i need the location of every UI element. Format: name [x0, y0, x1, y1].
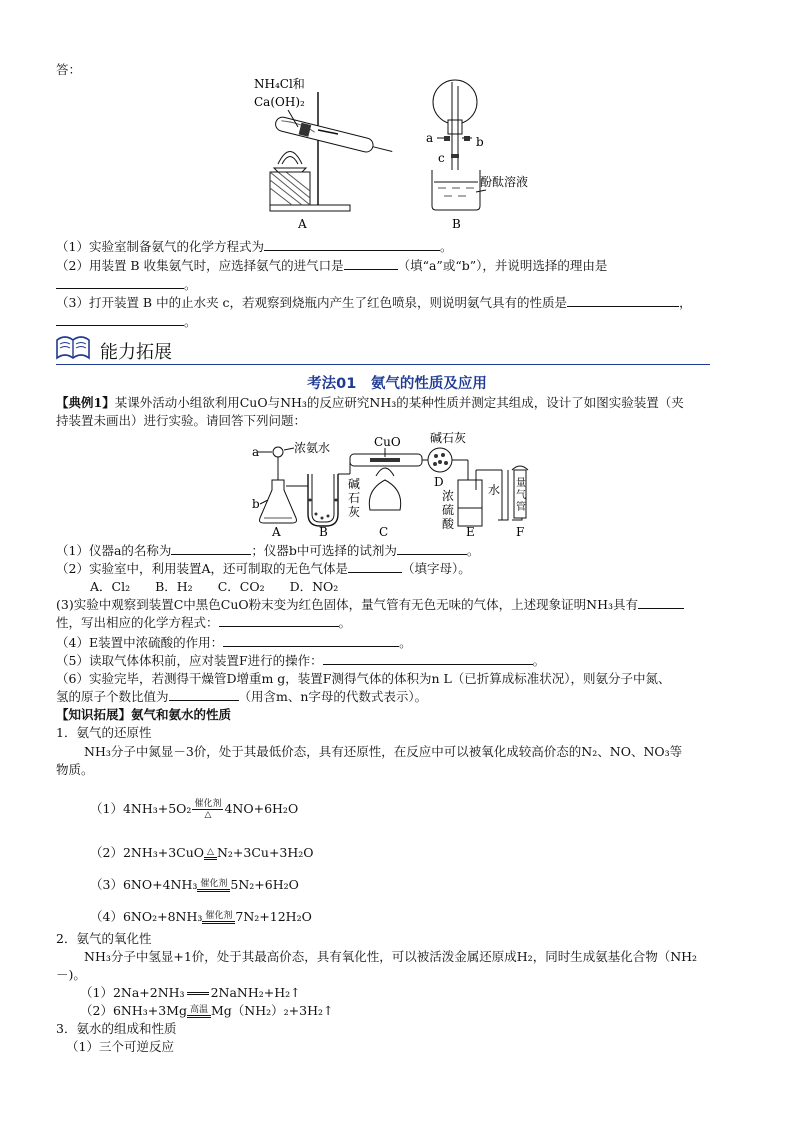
fig2-conc3: 酸 [442, 517, 455, 531]
answer-blank[interactable] [56, 276, 184, 289]
fig2-label-e: E [466, 525, 475, 539]
knowledge-h3-1: （1）三个可逆反应 [66, 1039, 174, 1054]
fig1-clip-a: a [426, 131, 434, 145]
p2-q3b-line: 性，写出相应的化学方程式： 。 [56, 615, 352, 630]
figure-apparatus-ab [240, 72, 529, 231]
fig2-water: 水 [488, 483, 501, 497]
fig2-soda-b2: 石 [348, 491, 361, 505]
knowledge-h2: 2．氨气的氧化性 [56, 931, 152, 946]
fig2-conc-ammonia: 浓氨水 [294, 441, 331, 455]
fig2-conc1: 浓 [442, 489, 455, 503]
knowledge-h1: 1．氨气的还原性 [56, 725, 152, 740]
answer-blank[interactable] [264, 238, 440, 251]
reaction-4: （4）6NO₂+8NH₃ 催化剂 7N₂+12H₂O [90, 909, 312, 924]
answer-blank[interactable] [171, 542, 251, 555]
section-divider [56, 364, 710, 365]
fig1-clip-c: c [438, 151, 445, 165]
p2-q4-line: （4）E装置中浓硫酸的作用： 。 [56, 635, 412, 650]
p2-q3-line: (3)实验中观察到装置C中黑色CuO粉末变为红色固体，量气管有无色无味的气体，上述现象证明NH₃具有 [56, 596, 684, 613]
fig2-label-f: F [516, 525, 525, 539]
fig1-solution: 酚酞溶液 [480, 175, 529, 189]
answer-blank[interactable] [223, 634, 399, 647]
q2-line: （2）用装置 B 收集氨气时，应选择氨气的进气口是 （填“a”或“b”），并说明选择的理由是 [56, 258, 608, 273]
knowledge-h3: 3．氨水的组成和性质 [56, 1021, 177, 1036]
fig2-soda-d: 碱石灰 [430, 431, 467, 445]
reaction-5: （1）2Na+2NH₃ 2NaNH₂+H₂↑ [80, 985, 301, 1000]
answer-blank[interactable] [344, 257, 398, 270]
fig2-tube2: 气 [516, 490, 526, 501]
reaction-2: （2）2NH₃+3CuO △ N₂+3Cu+3H₂O [90, 845, 314, 860]
fig2-conc2: 硫 [442, 503, 455, 517]
q2-line-cont: 。 [56, 276, 197, 293]
fig1-label-b: B [452, 217, 461, 231]
fig1-label-a: A [298, 217, 307, 231]
p2-q6-line: （6）实验完毕，若测得干燥管D增重m g，装置F测得气体的体积为n L（已折算成标准状况），则氨分子中氮、 [56, 671, 671, 686]
fig2-soda-b3: 灰 [348, 505, 361, 519]
example-intro-line1: 【典例1】某课外活动小组欲利用CuO与NH₃的反应研究NH₃的某种性质并测定其组成，设计了如图实验装置（夹 [56, 395, 684, 410]
knowledge-tag: 【知识拓展】氨气和氨水的性质 [56, 707, 232, 722]
fig2-label-a: A [272, 525, 281, 539]
example-intro-line2: 持装置未画出）进行实验。请回答下列问题： [56, 413, 307, 428]
q3-line: （3）打开装置 B 中的止水夹 c，若观察到烧瓶内产生了红色喷泉，则说明氨气具有的性质是 ， [56, 295, 692, 310]
answer-blank[interactable] [567, 294, 679, 307]
method-title: 考法01 氨气的性质及应用 [307, 376, 487, 392]
answer-blank[interactable] [56, 313, 184, 326]
answer-label: 答： [56, 62, 82, 77]
fig2-label-d: D [434, 475, 444, 489]
fig2-a: a [252, 445, 260, 459]
knowledge-p2b: －)。 [56, 967, 86, 982]
p2-options-line: A．Cl₂ B．H₂ C．CO₂ D．NO₂ [90, 579, 339, 594]
p2-q5-line: （5）读取气体体积前，应对装置F进行的操作： 。 [56, 653, 546, 668]
q3-line-cont: 。 [56, 313, 197, 330]
fig1-reagent-line2: Ca(OH)₂ [254, 95, 305, 109]
fig2-label-b: B [319, 525, 328, 539]
p2-q6b-line: 氢的原子个数比值为 （用含m、n字母的代数式表示）。 [56, 689, 428, 704]
knowledge-p2a: NH₃分子中氢显+1价，处于其最高价态，具有氧化性，可以被活泼金属还原成H₂，同时生成氨基化合物（NH₂ [84, 949, 698, 964]
p2-q1-line: （1）仪器a的名称为 ；仪器b中可选择的试剂为 。 [56, 543, 480, 558]
section-title: 能力拓展 [100, 342, 172, 363]
fig2-soda-b1: 碱 [348, 477, 361, 491]
answer-blank[interactable] [219, 614, 339, 627]
answer-blank[interactable] [348, 560, 402, 573]
reaction-3: （3）6NO+4NH₃ 催化剂 5N₂+6H₂O [90, 877, 299, 892]
knowledge-p1a: NH₃分子中氮显－3价，处于其最低价态，具有还原性，在反应中可以被氧化成较高价态的N₂、NO、NO₃等 [84, 744, 683, 759]
fig1-reagent-line1: NH₄Cl和 [254, 77, 305, 91]
answer-blank[interactable] [397, 542, 467, 555]
p2-q2-line: （2）实验室中，利用装置A，还可制取的无色气体是 （填字母）。 [56, 561, 471, 576]
reaction-1: （1）4NH₃+5O₂ $\frac{\text{催化剂}}{\triangle}$ 4NO+6H₂O [90, 799, 299, 820]
answer-blank[interactable] [169, 688, 239, 701]
answer-blank[interactable] [323, 652, 533, 665]
answer-blank[interactable] [638, 596, 684, 609]
figure-apparatus-af [250, 430, 550, 540]
fig2-tube3: 管 [516, 502, 526, 513]
q1-line: （1）实验室制备氨气的化学方程式为 。 [56, 239, 453, 254]
fig2-b: b [252, 497, 260, 511]
fig2-label-c: C [379, 525, 389, 539]
fig1-clip-b: b [476, 135, 484, 149]
fig2-cuo: CuO [374, 435, 401, 449]
reaction-6: （2）6NH₃+3Mg 高温 Mg（NH₂）₂+3H₂↑ [80, 1003, 334, 1018]
book-icon [54, 332, 94, 362]
knowledge-p1b: 物质。 [56, 762, 94, 777]
fig2-tube1: 量 [516, 478, 526, 489]
